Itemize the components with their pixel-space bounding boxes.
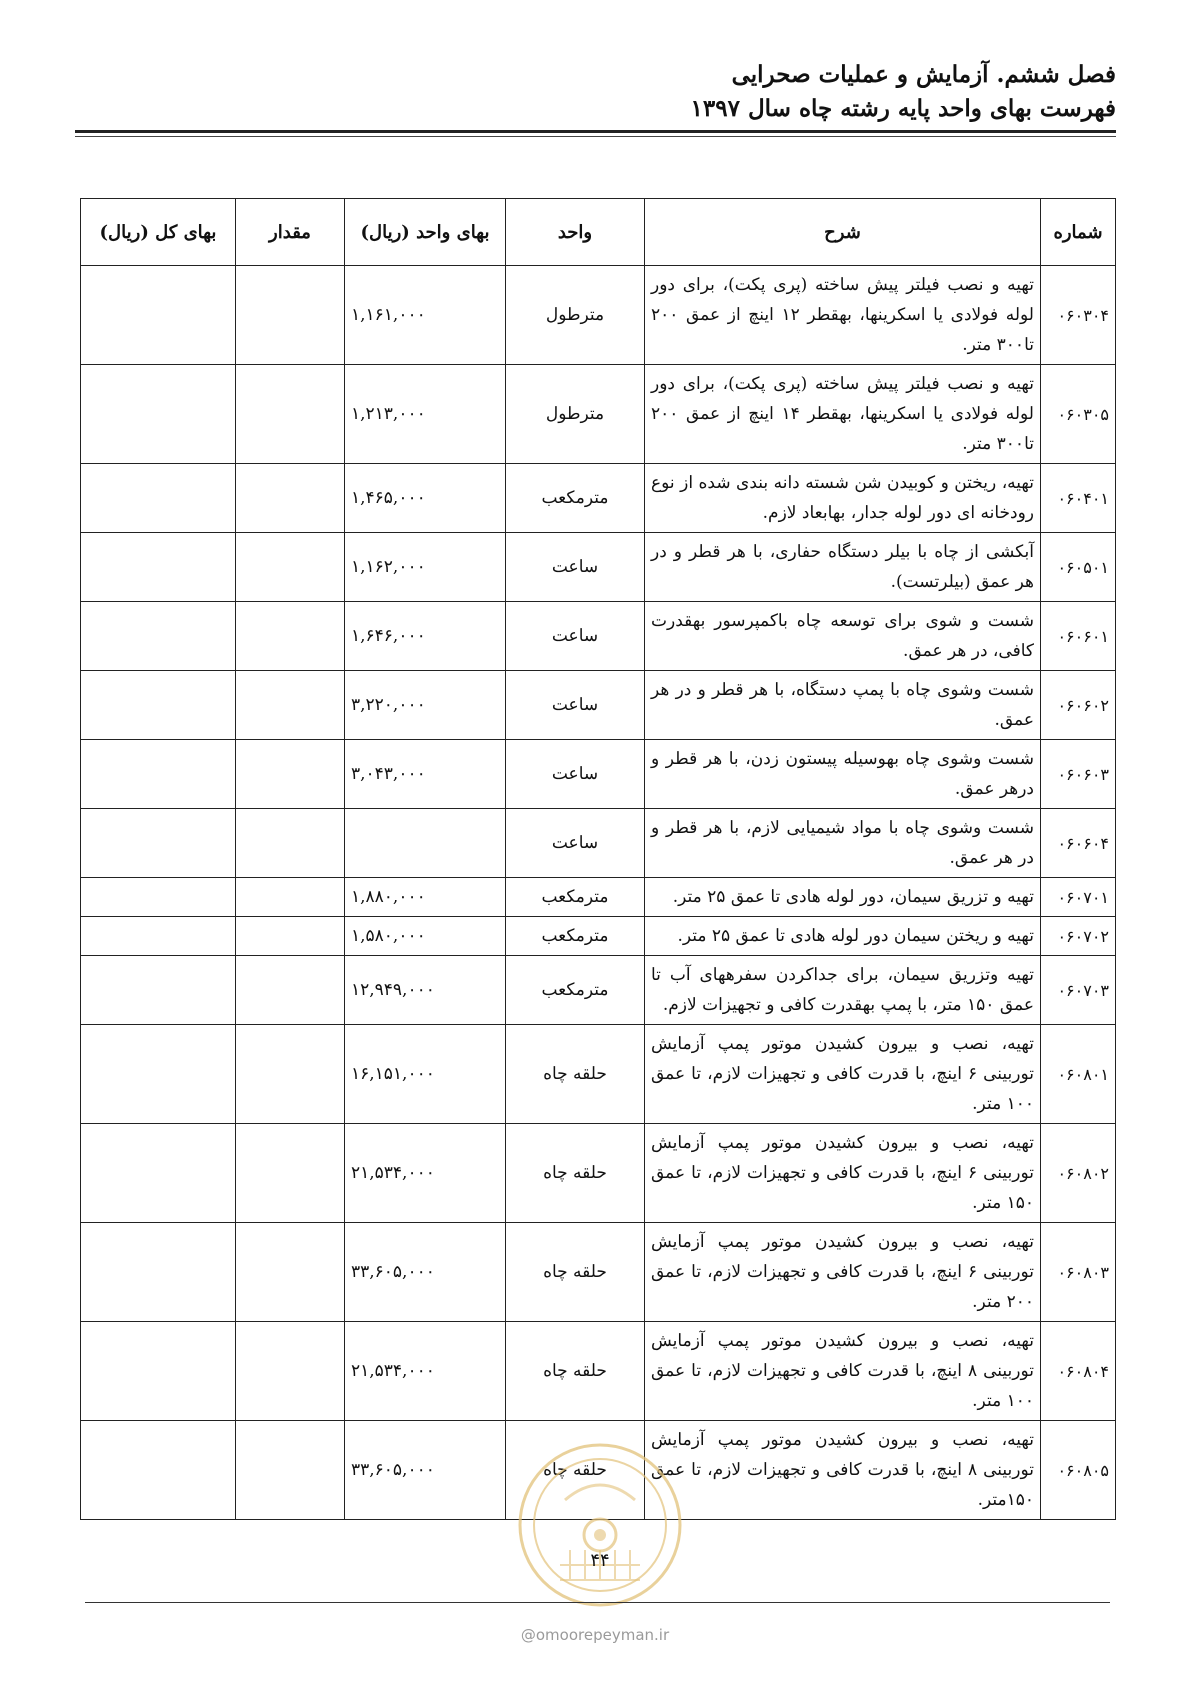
table-row (81, 464, 1116, 533)
header-rule-thick (75, 130, 1116, 133)
table-row (81, 365, 1116, 464)
item-code: ۰۶۰۶۰۳ (1041, 740, 1116, 809)
item-total-price (81, 365, 236, 464)
item-unit-price: ۱,۸۸۰,۰۰۰ (345, 878, 506, 917)
table-row (81, 1124, 1116, 1223)
item-unit: ساعت (506, 533, 645, 602)
item-total-price (81, 1223, 236, 1322)
table-row (81, 1223, 1116, 1322)
item-unit-price: ۱۲,۹۴۹,۰۰۰ (345, 956, 506, 1025)
item-code: ۰۶۰۷۰۳ (1041, 956, 1116, 1025)
item-quantity (236, 1124, 345, 1223)
item-code: ۰۶۰۸۰۱ (1041, 1025, 1116, 1124)
item-unit-price: ۱,۲۱۳,۰۰۰ (345, 365, 506, 464)
item-quantity (236, 956, 345, 1025)
item-quantity (236, 671, 345, 740)
item-total-price (81, 917, 236, 956)
item-unit: حلقه چاه (506, 1223, 645, 1322)
item-description: تهیه و تزریق سیمان، دور لوله هادی تا عمق ۲۵ متر. (645, 878, 1041, 917)
item-unit: مترمکعب (506, 956, 645, 1025)
table-row (81, 533, 1116, 602)
table-row (81, 1322, 1116, 1421)
item-unit: مترمکعب (506, 917, 645, 956)
item-code: ۰۶۰۸۰۵ (1041, 1421, 1116, 1520)
item-description: شست وشوی چاه با پمپ دستگاه، با هر قطر و در هر عمق. (645, 671, 1041, 740)
site-watermark: @omoorepeyman.ir (520, 1626, 670, 1644)
column-header-unit: واحد (506, 199, 645, 266)
item-code: ۰۶۰۸۰۴ (1041, 1322, 1116, 1421)
item-unit-price: ۳,۰۴۳,۰۰۰ (345, 740, 506, 809)
table-row (81, 1025, 1116, 1124)
table-row (81, 266, 1116, 365)
item-description: تهیه و ریختن سیمان دور لوله هادی تا عمق ۲۵ متر. (645, 917, 1041, 956)
item-total-price (81, 533, 236, 602)
item-description: آبکشی از چاه با بیلر دستگاه حفاری، با هر قطر و در هر عمق (بیلرتست). (645, 533, 1041, 602)
item-quantity (236, 740, 345, 809)
item-unit: حلقه چاه (506, 1025, 645, 1124)
page-header (75, 58, 1116, 126)
item-description: تهیه، نصب و بیرون کشیدن موتور پمپ آزمایش توربینی ۶ اینچ، با قدرت کافی و تجهیزات لازم، تا عمق ۲۰۰ متر. (645, 1223, 1041, 1322)
item-code: ۰۶۰۸۰۳ (1041, 1223, 1116, 1322)
item-unit-price: ۳۳,۶۰۵,۰۰۰ (345, 1223, 506, 1322)
header-rule-thin (75, 136, 1116, 137)
item-total-price (81, 1322, 236, 1421)
column-header-code: شماره (1041, 199, 1116, 266)
item-description: تهیه و نصب فیلتر پیش ساخته (پری پکت)، برای دور لوله فولادی یا اسکرینها، بهقطر ۱۲ اینچ از عمق ۲۰۰ تا۳۰۰ متر. (645, 266, 1041, 365)
table-row (81, 956, 1116, 1025)
item-description: تهیه، نصب و بیرون کشیدن موتور پمپ آزمایش توربینی ۶ اینچ، با قدرت کافی و تجهیزات لازم، تا عمق ۱۵۰ متر. (645, 1124, 1041, 1223)
item-code: ۰۶۰۸۰۲ (1041, 1124, 1116, 1223)
item-unit-price: ۱,۱۶۲,۰۰۰ (345, 533, 506, 602)
item-total-price (81, 1421, 236, 1520)
item-code: ۰۶۰۷۰۲ (1041, 917, 1116, 956)
item-unit-price: ۱,۵۸۰,۰۰۰ (345, 917, 506, 956)
table-row (81, 1421, 1116, 1520)
item-quantity (236, 1322, 345, 1421)
item-quantity (236, 464, 345, 533)
item-unit: حلقه چاه (506, 1124, 645, 1223)
item-description: تهیه، نصب و بیرون کشیدن موتور پمپ آزمایش توربینی ۶ اینچ، با قدرت کافی و تجهیزات لازم، تا عمق ۱۰۰ متر. (645, 1025, 1041, 1124)
item-description: شست وشوی چاه با مواد شیمیایی لازم، با هر قطر و در هر عمق. (645, 809, 1041, 878)
item-description: تهیه، نصب و بیرون کشیدن موتور پمپ آزمایش توربینی ۸ اینچ، با قدرت کافی و تجهیزات لازم، تا عمق ۱۰۰ متر. (645, 1322, 1041, 1421)
item-code: ۰۶۰۳۰۴ (1041, 266, 1116, 365)
item-code: ۰۶۰۶۰۴ (1041, 809, 1116, 878)
item-unit: مترمکعب (506, 878, 645, 917)
item-quantity (236, 602, 345, 671)
table-row (81, 740, 1116, 809)
item-total-price (81, 809, 236, 878)
item-description: تهیه و نصب فیلتر پیش ساخته (پری پکت)، برای دور لوله فولادی یا اسکرینها، بهقطر ۱۴ اینچ از عمق ۲۰۰ تا۳۰۰ متر. (645, 365, 1041, 464)
item-description: شست وشوی چاه بهوسیله پیستون زدن، با هر قطر و درهر عمق. (645, 740, 1041, 809)
item-unit-price: ۱,۱۶۱,۰۰۰ (345, 266, 506, 365)
document-title: فهرست بهای واحد پایه رشته چاه سال ۱۳۹۷ (690, 95, 1116, 122)
item-total-price (81, 1025, 236, 1124)
item-unit-price: ۳,۲۲۰,۰۰۰ (345, 671, 506, 740)
item-total-price (81, 956, 236, 1025)
item-total-price (81, 464, 236, 533)
item-unit: ساعت (506, 671, 645, 740)
item-quantity (236, 809, 345, 878)
item-unit: مترمکعب (506, 464, 645, 533)
item-unit-price: ۲۱,۵۳۴,۰۰۰ (345, 1124, 506, 1223)
item-description: تهیه، ریختن و کوبیدن شن شسته دانه بندی شده از نوع رودخانه ای دور لوله جدار، بهابعاد لازم. (645, 464, 1041, 533)
item-code: ۰۶۰۴۰۱ (1041, 464, 1116, 533)
item-code: ۰۶۰۵۰۱ (1041, 533, 1116, 602)
item-total-price (81, 1124, 236, 1223)
table-row (81, 917, 1116, 956)
column-header-total-price: بهای کل (ریال) (81, 199, 236, 266)
table-header-row (81, 199, 1116, 266)
item-unit-price: ۳۳,۶۰۵,۰۰۰ (345, 1421, 506, 1520)
item-unit-price: ۱,۶۴۶,۰۰۰ (345, 602, 506, 671)
item-unit-price: ۱,۴۶۵,۰۰۰ (345, 464, 506, 533)
item-unit: حلقه چاه (506, 1421, 645, 1520)
item-description: تهیه وتزریق سیمان، برای جداکردن سفرههای آب تا عمق ۱۵۰ متر، با پمپ بهقدرت کافی و تجهیزات لازم. (645, 956, 1041, 1025)
item-unit: ساعت (506, 809, 645, 878)
item-description: تهیه، نصب و بیرون کشیدن موتور پمپ آزمایش توربینی ۸ اینچ، با قدرت کافی و تجهیزات لازم، تا عمق ۱۵۰متر. (645, 1421, 1041, 1520)
price-list-table (80, 198, 1116, 1520)
footer-rule (85, 1602, 1110, 1603)
item-quantity (236, 917, 345, 956)
item-unit: مترطول (506, 365, 645, 464)
item-quantity (236, 533, 345, 602)
item-total-price (81, 878, 236, 917)
item-code: ۰۶۰۶۰۱ (1041, 602, 1116, 671)
item-code: ۰۶۰۳۰۵ (1041, 365, 1116, 464)
item-code: ۰۶۰۶۰۲ (1041, 671, 1116, 740)
chapter-title: فصل ششم. آزمایش و عملیات صحرایی (731, 61, 1116, 88)
item-unit-price: ۱۶,۱۵۱,۰۰۰ (345, 1025, 506, 1124)
page-number: ۴۴ (590, 1550, 610, 1571)
item-description: شست و شوی برای توسعه چاه باکمپرسور بهقدرت کافی، در هر عمق. (645, 602, 1041, 671)
item-quantity (236, 266, 345, 365)
item-total-price (81, 740, 236, 809)
column-header-unit-price: بهای واحد (ریال) (345, 199, 506, 266)
item-unit: مترطول (506, 266, 645, 365)
item-unit-price (345, 809, 506, 878)
item-quantity (236, 1421, 345, 1520)
item-quantity (236, 365, 345, 464)
item-unit: ساعت (506, 602, 645, 671)
item-total-price (81, 602, 236, 671)
item-unit: حلقه چاه (506, 1322, 645, 1421)
item-unit-price: ۲۱,۵۳۴,۰۰۰ (345, 1322, 506, 1421)
item-total-price (81, 671, 236, 740)
table-row (81, 809, 1116, 878)
table-row (81, 878, 1116, 917)
table-row (81, 602, 1116, 671)
table-row (81, 671, 1116, 740)
item-total-price (81, 266, 236, 365)
item-code: ۰۶۰۷۰۱ (1041, 878, 1116, 917)
column-header-description: شرح (645, 199, 1041, 266)
item-quantity (236, 1223, 345, 1322)
item-unit: ساعت (506, 740, 645, 809)
column-header-quantity: مقدار (236, 199, 345, 266)
table-body (81, 266, 1116, 1520)
item-quantity (236, 878, 345, 917)
item-quantity (236, 1025, 345, 1124)
